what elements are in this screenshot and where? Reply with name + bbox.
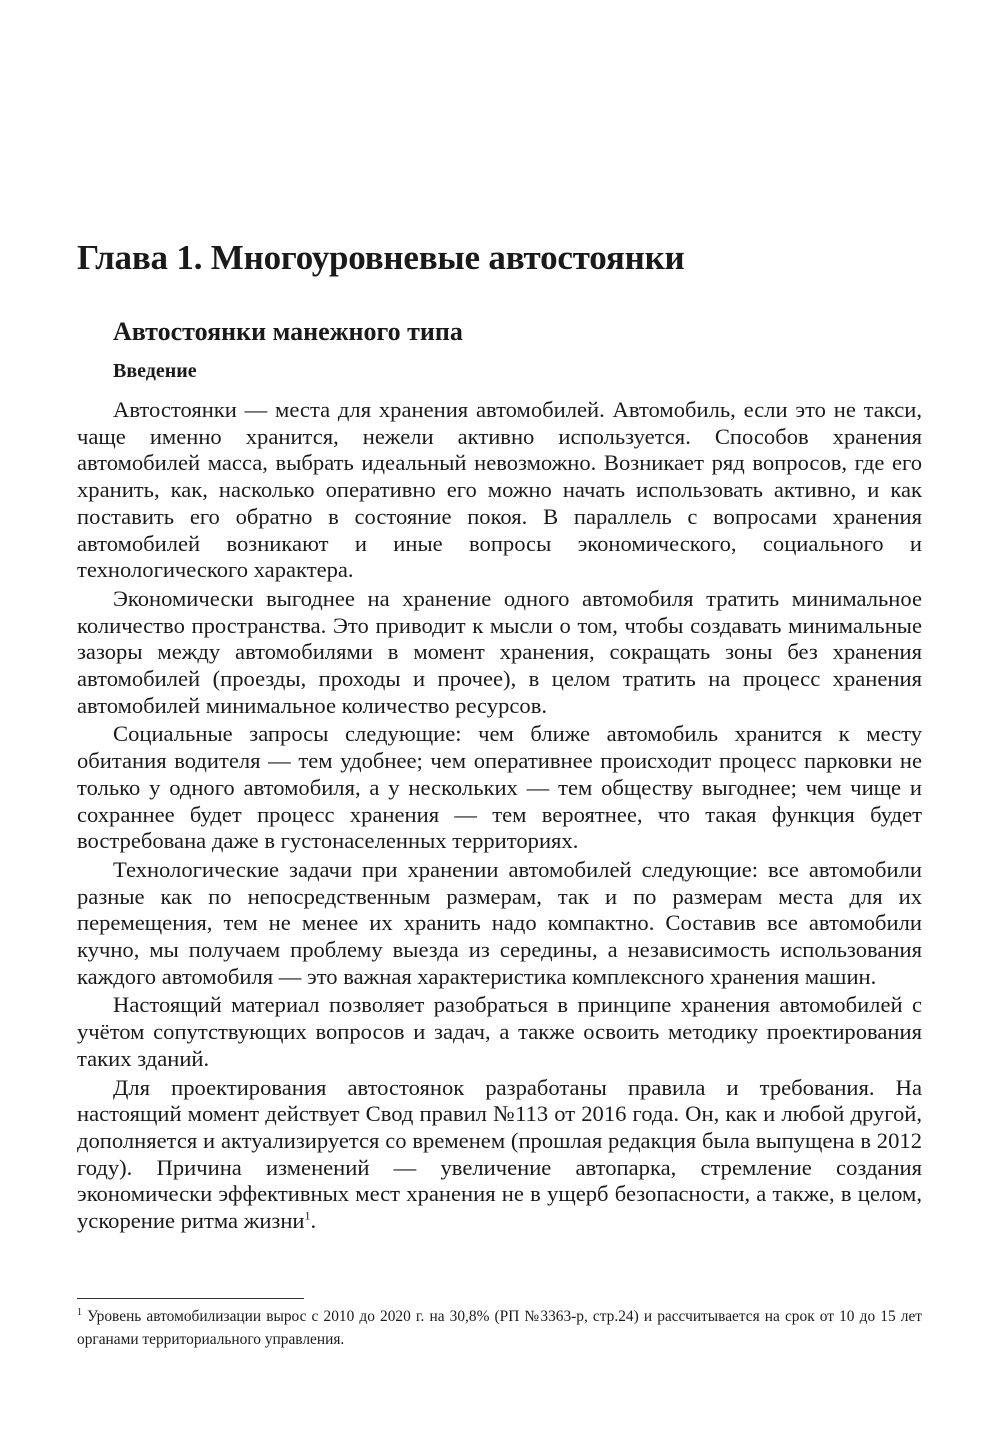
- paragraph-last-text: Для проектирования автостоянок разработаны правила и требования. На настоящий момент действует Свод правил №113 от 2016 года. Он, как и любой другой, дополняется и актуализируется со временем (прошлая редакция была выпущена в 2012 году). Причина изменений — увеличение автопарка, стремление создания экономически эффективных мест хранения не в ущерб безопасности, а также, в целом, ускорение ритма жизни: [77, 1074, 922, 1234]
- footnote-reference: 1: [304, 1208, 311, 1223]
- paragraph: Настоящий материал позволяет разобраться в принципе хранения автомобилей с учётом сопутствующих вопросов и задач, а также освоить методику проектирования таких зданий.: [77, 992, 922, 1071]
- paragraph: Автостоянки — места для хранения автомобилей. Автомобиль, если это не такси, чаще именно хранится, нежели активно используется. Способов хранения автомобилей масса, выбрать идеальный невозможно. Возникает ряд вопросов, где его хранить, как, насколько оперативно его можно начать использовать активно, и как поставить его обратно в состояние покоя. В параллель с вопросами хранения автомобилей возникают и иные вопросы экономического, социального и технологического характера.: [77, 397, 922, 583]
- chapter-title: Глава 1. Многоуровневые автостоянки: [77, 238, 685, 277]
- body-text: [77, 397, 922, 1235]
- paragraph: Экономически выгоднее на хранение одного автомобиля тратить минимальное количество пространства. Это приводит к мысли о том, чтобы создавать минимальные зазоры между автомобилями в момент хранения, сокращать зоны без хранения автомобилей (проезды, проходы и прочее), в целом тратить на процесс хранения автомобилей минимальное количество ресурсов.: [77, 585, 922, 718]
- section-title: Автостоянки манежного типа: [113, 317, 463, 346]
- paragraph-last: Для проектирования автостоянок разработаны правила и требования. На настоящий момент действует Свод правил №113 от 2016 года. Он, как и любой другой, дополняется и актуализируется со временем (прошлая редакция была выпущена в 2012 году). Причина изменений — увеличение автопарка, стремление создания экономически эффективных мест хранения не в ущерб безопасности, а также, в целом, ускорение ритма жизни$^1$.: [77, 1074, 922, 1234]
- footnote-divider: [77, 1298, 304, 1299]
- subsection-title: Введение: [113, 360, 197, 382]
- footnote-text: Уровень автомобилизации вырос с 2010 до 2020 г. на 30,8% (РП №3363-р, стр.24) и рассчитывается на срок от 10 до 15 лет органами территориального управления.: [77, 1308, 922, 1348]
- paragraph: Технологические задачи при хранении автомобилей следующие: все автомобили разные как по непосредственным размерам, так и по размерам места для их перемещения, тем не менее их хранить надо компактно. Составив все автомобили кучно, мы получаем проблему выезда из середины, а независимость использования каждого автомобиля — это важная характеристика комплексного хранения машин.: [77, 856, 922, 989]
- footnote-marker: 1: [77, 1306, 82, 1318]
- footnote: [77, 1305, 922, 1351]
- paragraph: Социальные запросы следующие: чем ближе автомобиль хранится к месту обитания водителя — тем удобнее; чем оперативнее происходит процесс парковки не только у одного автомобиля, а у нескольких — тем обществу выгоднее; чем чище и сохраннее будет процесс хранения — тем вероятнее, что такая функция будет востребована даже в густонаселенных территориях.: [77, 721, 922, 854]
